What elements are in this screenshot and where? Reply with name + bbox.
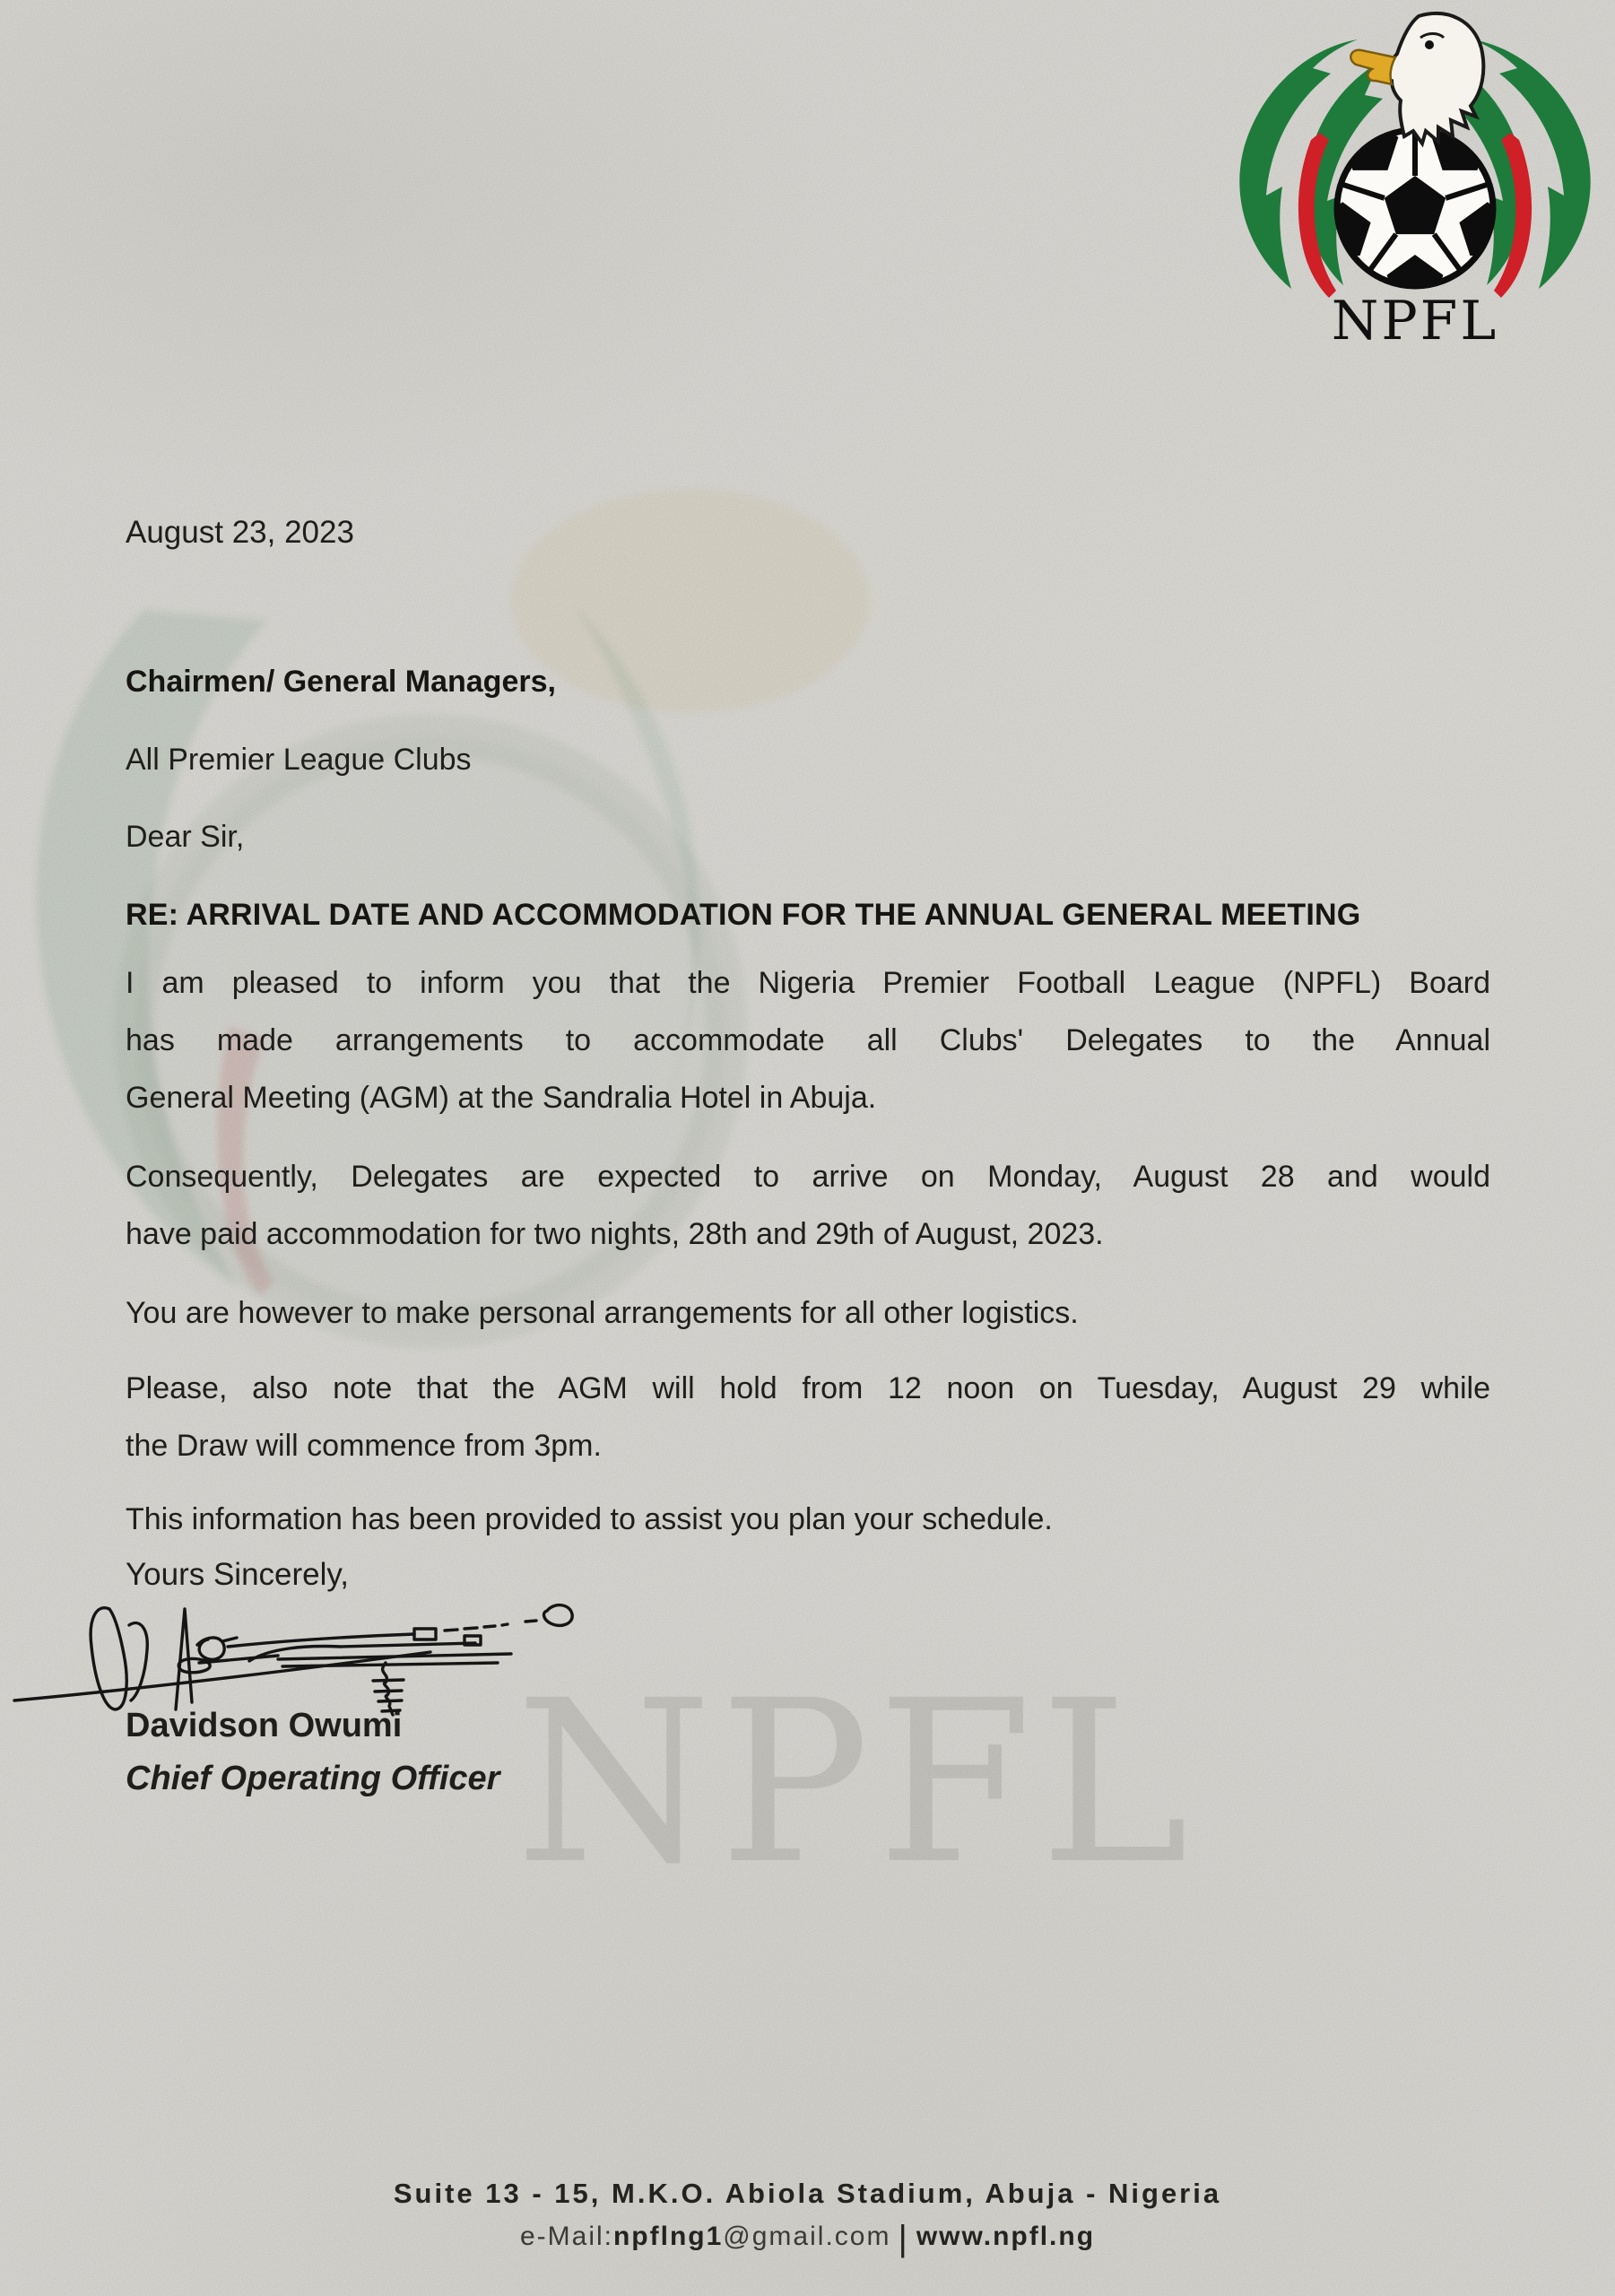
paragraph-line: have paid accommodation for two nights, 28th and 29th of August, 2023.: [126, 1217, 1104, 1251]
watermark-text: NPFL: [516, 1652, 1196, 1913]
paragraph-line: Please, also note that the AGM will hold from 12 noon on Tuesday, August 29 while: [126, 1371, 1490, 1405]
paragraph-line: the Draw will commence from 3pm.: [126, 1429, 602, 1463]
body-paragraph-5: [126, 1491, 1490, 1548]
signatory-title: Chief Operating Officer: [126, 1760, 500, 1797]
recipient-organization: All Premier League Clubs: [126, 743, 472, 777]
paragraph-line: I am pleased to inform you that the Nigeria Premier Football League (NPFL) Board: [126, 966, 1490, 1000]
paragraph-line: has made arrangements to accommodate all Clubs' Delegates to the Annual: [126, 1023, 1490, 1057]
subject-line: RE: ARRIVAL DATE AND ACCOMMODATION FOR THE ANNUAL GENERAL MEETING: [126, 898, 1361, 932]
npfl-logo: [1216, 5, 1614, 357]
eagle-icon: [1350, 13, 1483, 144]
body-paragraph-3: [126, 1284, 1490, 1342]
recipient-title: Chairmen/ General Managers,: [126, 665, 556, 699]
closing-salutation: Yours Sincerely,: [126, 1557, 350, 1592]
logo-wordmark: NPFL: [1331, 290, 1499, 352]
footer-email-user: npflng1: [612, 2222, 724, 2251]
signature-image: [9, 1595, 601, 1725]
letter-date: August 23, 2023: [126, 515, 354, 550]
paragraph-line: Consequently, Delegates are expected to arrive on Monday, August 28 and would: [126, 1160, 1490, 1194]
paragraph-line: This information has been provided to assist you plan your schedule.: [126, 1502, 1053, 1536]
paragraph-line: General Meeting (AGM) at the Sandralia Hotel in Abuja.: [126, 1081, 877, 1115]
paragraph-line: You are however to make personal arrangements for all other logistics.: [126, 1296, 1079, 1330]
signatory-name: Davidson Owumi: [126, 1707, 403, 1744]
footer-address: Suite 13 - 15, M.K.O. Abiola Stadium, Abuja - Nigeria: [393, 2178, 1222, 2209]
footer-email-domain: @gmail.com: [723, 2222, 891, 2251]
footer-email-label: e-Mail:: [519, 2222, 613, 2251]
footer-separator: |: [898, 2219, 909, 2258]
footer-website: www.npfl.ng: [916, 2222, 1096, 2251]
footer-contact: [0, 2219, 1615, 2259]
salutation: Dear Sir,: [126, 820, 245, 854]
body-paragraph-1: [126, 954, 1490, 1126]
body-paragraph-4: [126, 1360, 1490, 1474]
body-paragraph-2: [126, 1148, 1490, 1263]
